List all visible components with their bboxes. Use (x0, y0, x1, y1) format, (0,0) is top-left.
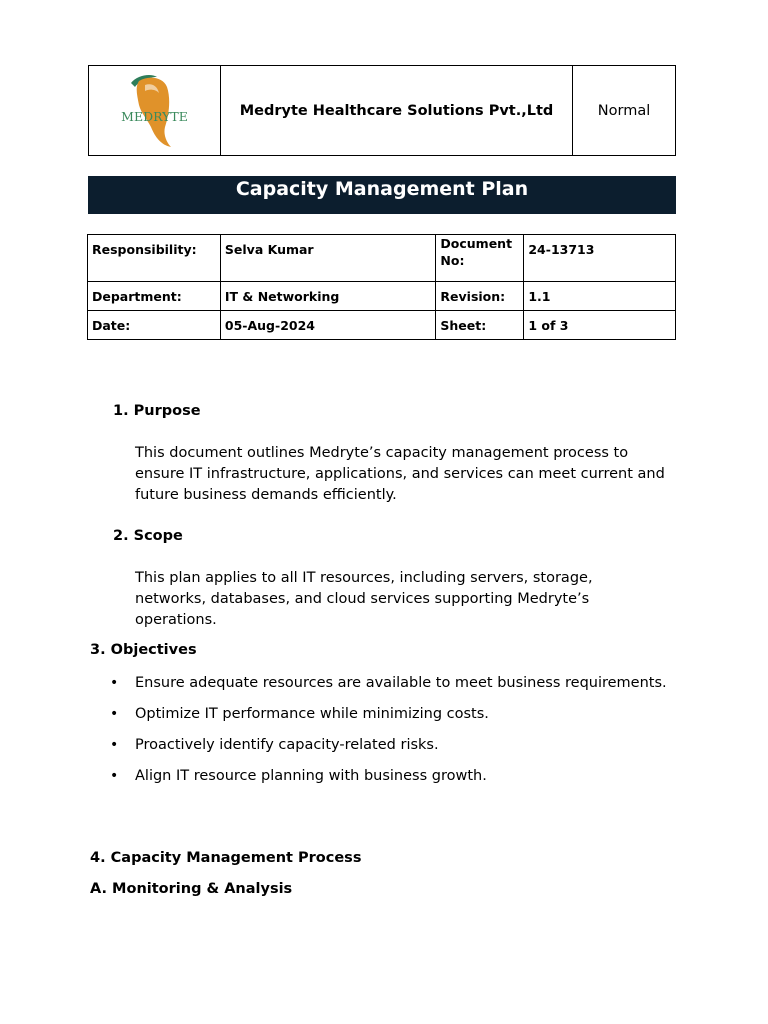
document-no-label: Document No: (436, 235, 524, 282)
document-info-table (87, 234, 676, 340)
objectives-list (110, 673, 670, 797)
logo-text: MEDRYTE (121, 108, 188, 124)
logo-cell (89, 66, 221, 155)
revision-value: 1.1 (524, 282, 676, 311)
list-item: • Proactively identify capacity-related risks. (110, 735, 670, 756)
document-no-value: 24-13713 (524, 235, 676, 282)
list-item: • Optimize IT performance while minimizing costs. (110, 704, 670, 725)
sheet-label: Sheet: (436, 311, 524, 340)
revision-label: Revision: (436, 282, 524, 311)
bullet-icon: • (110, 768, 119, 784)
date-label: Date: (88, 311, 221, 340)
responsibility-label: Responsibility: (88, 235, 221, 282)
document-title: Capacity Management Plan (88, 176, 676, 214)
company-name: Medryte Healthcare Solutions Pvt.,Ltd (221, 66, 573, 155)
date-value: 05-Aug-2024 (220, 311, 436, 340)
bullet-icon: • (110, 706, 119, 722)
purpose-heading: 1. Purpose (113, 403, 201, 419)
list-item: • Align IT resource planning with business growth. (110, 766, 670, 787)
objectives-heading: 3. Objectives (90, 642, 197, 658)
info-row-department (88, 282, 676, 311)
document-header (88, 65, 676, 156)
company-logo (115, 71, 195, 151)
sheet-value: 1 of 3 (524, 311, 676, 340)
scope-text: This plan applies to all IT resources, including servers, storage, networks, databases, and cloud services supporting Medryte’s operations. (135, 570, 593, 628)
classification-label: Normal (597, 102, 651, 119)
responsibility-value: Selva Kumar (220, 235, 436, 282)
monitoring-heading: A. Monitoring & Analysis (90, 881, 293, 897)
department-label: Department: (88, 282, 221, 311)
bullet-icon: • (110, 675, 119, 691)
department-value: IT & Networking (220, 282, 436, 311)
bullet-icon: • (110, 737, 119, 753)
process-heading: 4. Capacity Management Process (90, 850, 362, 866)
info-row-responsibility (88, 235, 676, 282)
scope-heading: 2. Scope (113, 528, 183, 544)
info-row-date (88, 311, 676, 340)
purpose-text: This document outlines Medryte’s capacity management process to ensure IT infrastructure, applications, and services can meet current and future business demands efficiently. (135, 445, 665, 503)
list-item: • Ensure adequate resources are available to meet business requirements. (110, 673, 670, 694)
